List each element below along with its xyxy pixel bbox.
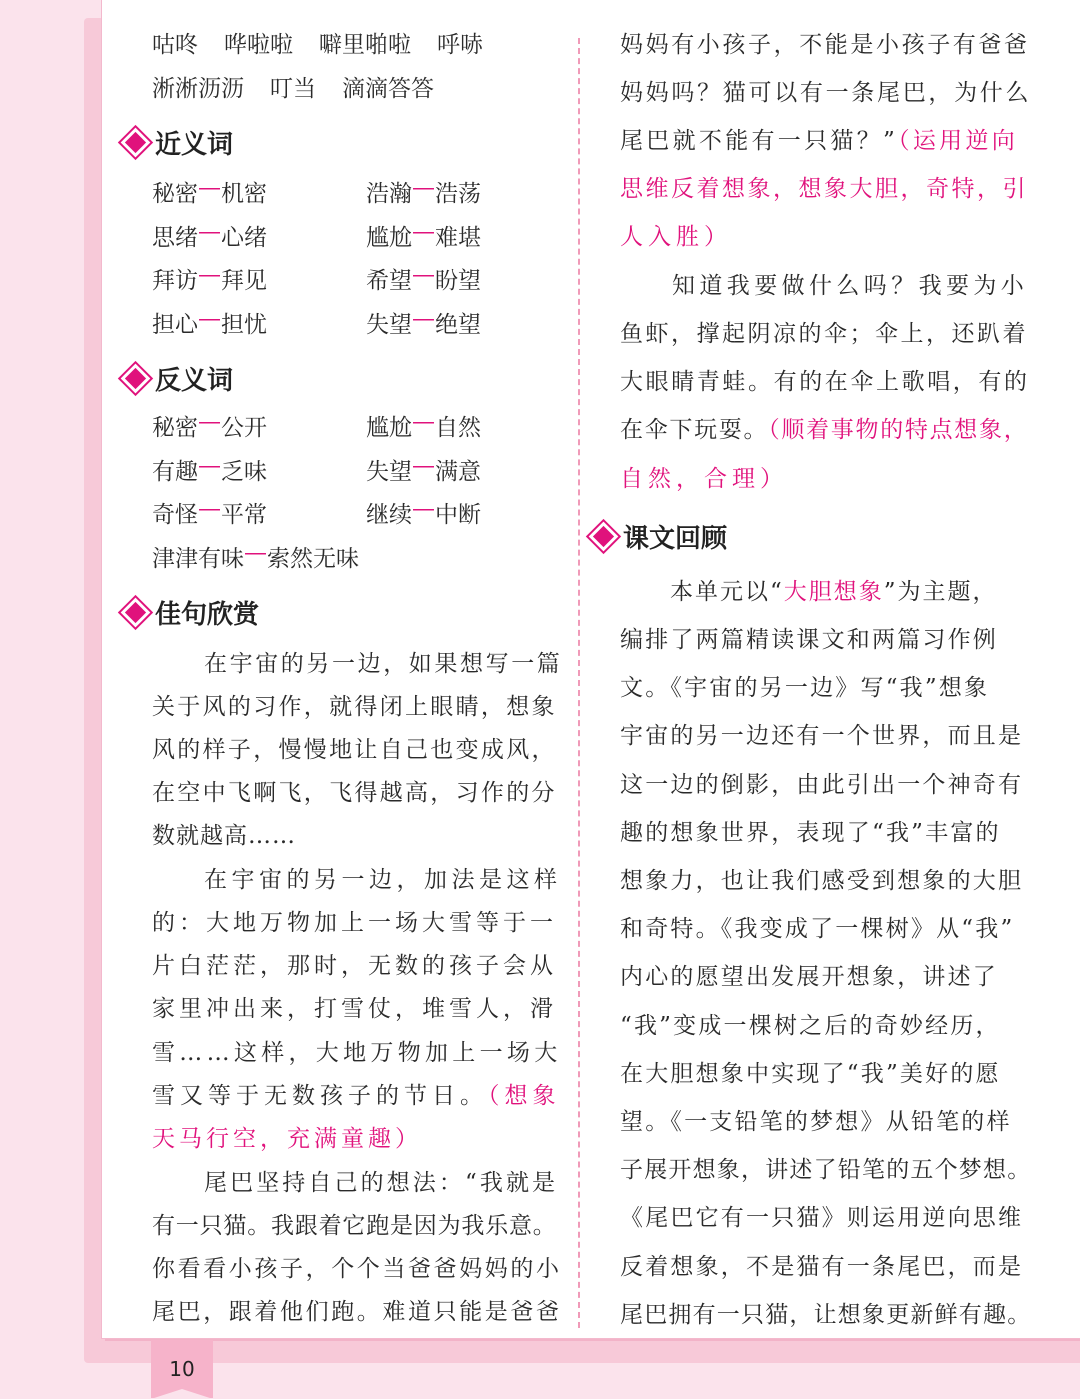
annotation-text: （运用逆向 [898,128,1019,154]
word-pair [366,496,481,529]
onomatopoeia-word: 滴滴答答 [342,76,434,102]
annotation-line: 天马行空，充满童趣） [152,1126,422,1152]
sentence-line: 雪……这样，大地万物加上一场大 [152,1040,562,1066]
page-number: 10 [169,1357,195,1381]
onomatopoeia-word: 噼里啪啦 [319,32,411,58]
word: 有趣 [152,458,198,485]
word: 机密 [221,181,267,207]
word-pair [366,306,481,339]
word: 公开 [221,415,267,441]
pair-dash: — [198,218,221,245]
word: 拜见 [221,268,267,294]
review-line: 文。《宇宙的另一边》写“我”想象 [620,675,990,702]
pair-dash: — [198,175,221,201]
sentence-line: 在空中飞啊飞，飞得越高，习作的分 [152,780,557,806]
onomatopoeia-word: 呼哧 [437,32,483,58]
word: 希望 [366,268,412,294]
pair-dash: — [244,539,267,566]
word-pair [152,540,359,573]
pair-dash: — [198,305,221,332]
word: 满意 [435,458,481,485]
review-line: 和奇特。《我变成了一棵树》从“我” [620,916,1015,943]
onomatopoeia-row-2 [152,70,434,103]
sentence-line: 你看看小孩子，个个当爸爸妈妈的小 [152,1256,562,1282]
sentence-line: 鱼虾，撑起阴凉的伞；伞上，还趴着 [620,321,1028,347]
sentence-text: 尾巴就不能有一只猫？” [620,128,899,154]
sentence-line: 尾巴，跟着他们跑。难道只能是爸爸 [152,1299,562,1325]
word: 担心 [152,311,198,338]
section-title: 佳句欣赏 [155,600,260,630]
word-pair [152,262,267,295]
review-line: 内心的愿望出发展开想象，讲述了 [620,964,998,991]
page-number-tab [151,1340,213,1398]
section-title: 近义词 [155,130,234,160]
sentence-line [620,411,1028,444]
annotation-text: （想象 [488,1083,561,1109]
annotation-line: 自然，合理） [620,466,788,492]
pair-dash: — [412,409,435,435]
sentence-line: 家里冲出来，打雪仗，堆雪人，滑 [152,996,557,1022]
word: 秘密 [152,181,198,207]
review-line: 编排了两篇精读课文和两篇习作例 [620,627,998,653]
sentence-line [152,1077,561,1110]
word: 索然无味 [267,545,359,572]
pair-dash: — [198,262,221,288]
annotation-text: （顺着事物的特点想象， [768,417,1029,443]
word: 尴尬 [366,415,412,441]
word: 担忧 [221,311,267,338]
review-line: 这一边的倒影，由此引出一个神奇有 [620,771,1024,798]
word: 思绪 [152,224,198,251]
word: 浩瀚 [366,181,412,207]
word-pair [366,175,481,208]
onomatopoeia-word: 叮当 [270,76,316,102]
sentence-line: 妈妈有小孩子，不能是小孩子有爸爸 [620,32,1030,58]
section-title: 反义词 [155,366,234,396]
sentence-line: 风的样子，慢慢地让自己也变成风， [152,737,557,763]
antonyms-heading [128,360,233,397]
onomatopoeia-word: 哗啦啦 [224,32,293,58]
review-text: ”为主题， [883,579,998,605]
review-heading [596,518,727,555]
word: 浩荡 [435,181,481,207]
diamond-bullet-icon [125,602,146,623]
pair-dash: — [198,496,221,522]
word-pair [366,219,481,252]
word: 尴尬 [366,224,412,251]
diamond-bullet-icon [125,368,146,389]
review-line: 望。《一支铅笔的梦想》从铅笔的样 [620,1109,1012,1135]
section-title: 课文回顾 [623,524,728,554]
word-pair [152,453,267,486]
word: 继续 [366,502,412,528]
sentence-line [620,122,1018,155]
sentence-line: 妈妈吗？猫可以有一条尾巴，为什么 [620,80,1032,106]
word-pair [152,306,267,339]
word: 绝望 [435,311,481,338]
annotation-line: 人入胜） [620,224,732,250]
sentence-line: 知道我要做什么吗？我要为小 [672,273,1029,299]
diamond-bullet-icon [593,526,614,547]
word: 平常 [221,502,267,528]
word: 难堪 [435,224,481,251]
word: 秘密 [152,415,198,441]
word-pair [366,453,481,486]
word: 中断 [435,502,481,528]
sentence-line: 尾巴坚持自己的想法：“我就是 [204,1170,559,1196]
word-pair [366,262,481,295]
word: 心绪 [221,224,267,251]
sentence-line: 的：大地万物加上一场大雪等于一 [152,910,557,936]
synonyms-heading [128,124,233,161]
sentences-heading [128,594,259,631]
word: 乏味 [221,458,267,485]
word: 自然 [435,415,481,441]
sentence-text: 在伞下玩耍。 [620,417,769,443]
word: 拜访 [152,268,198,294]
annotation-line: 思维反着想象，想象大胆，奇特，引 [620,176,1028,202]
sentence-line: 片白茫茫，那时，无数的孩子会从 [152,953,557,979]
review-line: 《尾巴它有一只猫》则运用逆向思维 [620,1205,1024,1232]
pair-dash: — [412,452,435,479]
review-line: 趣的想象世界，表现了“我”丰富的 [620,819,1001,846]
pair-dash: — [412,262,435,288]
review-line: “我”变成一棵树之后的奇妙经历， [620,1012,1001,1039]
review-line: 尾巴拥有一只猫，让想象更新鲜有趣。 [620,1301,1032,1328]
word: 失望 [366,458,412,485]
highlight-text: 大胆想象 [783,579,884,605]
onomatopoeia-row-1 [152,26,483,59]
pair-dash: — [412,496,435,522]
word-pair [152,496,267,529]
word: 津津有味 [152,545,244,572]
word: 盼望 [435,268,481,294]
onomatopoeia-word: 咕咚 [152,32,198,58]
sentence-line: 有一只猫。我跟着它跑是因为我乐意。 [152,1213,557,1239]
review-line: 子展开想象，讲述了铅笔的五个梦想。 [620,1157,1032,1184]
word-pair [366,409,481,442]
review-line: 宇宙的另一边还有一个世界，而且是 [620,723,1024,750]
column-divider [578,38,580,1328]
word: 奇怪 [152,502,198,528]
review-line: 反着想象，不是猫有一条尾巴，而是 [620,1253,1024,1280]
onomatopoeia-word: 淅淅沥沥 [152,76,244,102]
sentence-line: 大眼睛青蛙。有的在伞上歌唱，有的 [620,369,1030,395]
sentence-text: 雪又等于无数孩子的节日。 [152,1083,488,1109]
diamond-bullet-icon [125,132,146,153]
sentence-line: 在宇宙的另一边，如果想写一篇 [204,651,563,677]
sentence-line: 关于风的习作，就得闭上眼睛，想象 [152,694,557,720]
word: 失望 [366,311,412,338]
pair-dash: — [412,175,435,201]
review-line: 在大胆想象中实现了“我”美好的愿 [620,1060,1001,1087]
review-text: 本单元以“ [670,579,784,605]
pair-dash: — [412,305,435,332]
review-line: 想象力，也让我们感受到想象的大胆 [620,868,1024,894]
sentence-line: 数就越高…… [152,823,296,849]
pair-dash: — [198,452,221,479]
word-pair [152,219,267,252]
pair-dash: — [412,218,435,245]
word-pair [152,175,267,208]
sentence-line: 在宇宙的另一边，加法是这样 [204,867,562,893]
pair-dash: — [198,409,221,435]
review-line [670,573,998,606]
word-pair [152,409,267,442]
